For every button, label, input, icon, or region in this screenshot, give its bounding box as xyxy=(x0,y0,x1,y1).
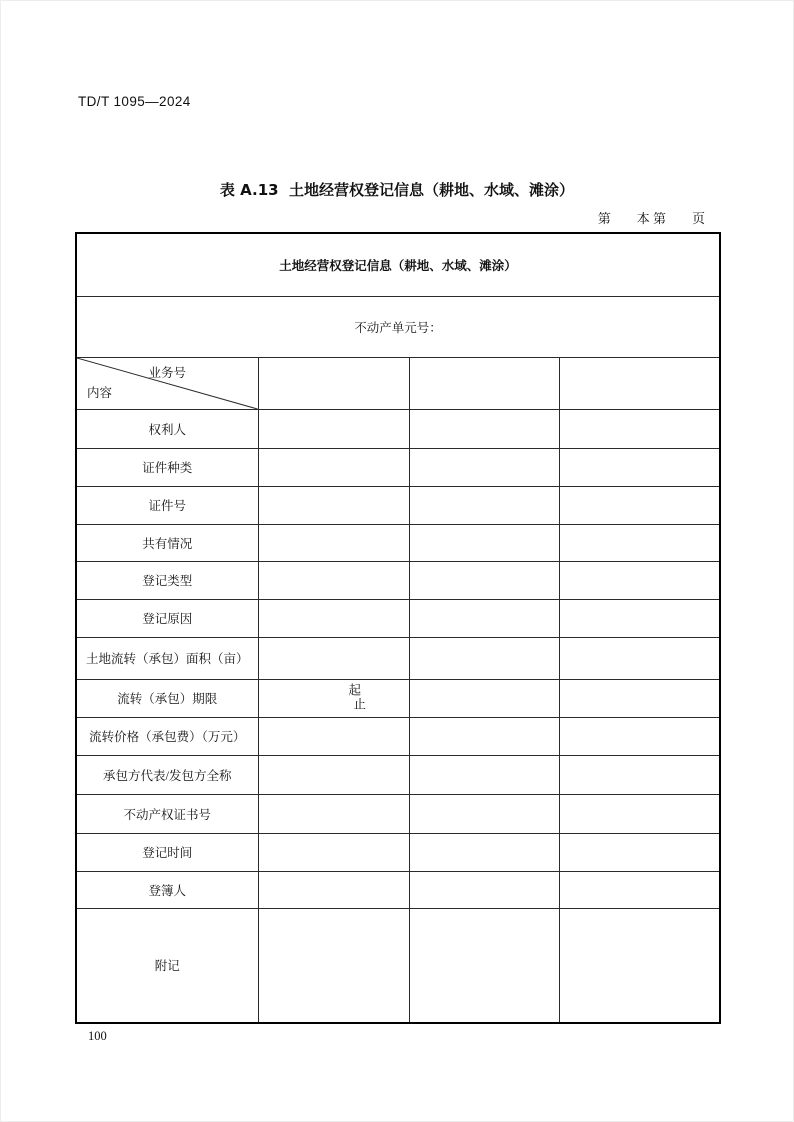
table-row xyxy=(76,794,720,833)
input-cell xyxy=(409,637,559,679)
input-cell xyxy=(258,409,409,448)
input-cell xyxy=(409,908,559,1023)
input-cell xyxy=(559,637,720,679)
input-cell xyxy=(559,599,720,637)
row-label: 权利人 xyxy=(76,409,258,448)
input-cell xyxy=(559,524,720,561)
table-row xyxy=(76,561,720,599)
input-cell xyxy=(559,561,720,599)
input-cell xyxy=(409,679,559,717)
input-cell xyxy=(559,755,720,794)
input-cell xyxy=(258,599,409,637)
diagonal-header-row xyxy=(76,357,720,409)
input-cell xyxy=(409,599,559,637)
diagonal-header-cell xyxy=(76,357,258,409)
input-cell xyxy=(258,833,409,871)
input-cell xyxy=(559,448,720,486)
volume-page-indicator: 第 本 第 页 xyxy=(597,211,705,226)
business-number-cell-1 xyxy=(258,357,409,409)
input-cell xyxy=(258,637,409,679)
input-cell xyxy=(409,561,559,599)
table-row-period xyxy=(76,679,720,717)
input-cell xyxy=(559,679,720,717)
table-row xyxy=(76,637,720,679)
row-label: 登簿人 xyxy=(76,871,258,908)
input-cell xyxy=(258,524,409,561)
input-cell xyxy=(559,833,720,871)
row-label: 土地流转（承包）面积（亩） xyxy=(76,637,258,679)
table-row xyxy=(76,717,720,755)
table-row xyxy=(76,871,720,908)
input-cell xyxy=(559,409,720,448)
table-row xyxy=(76,599,720,637)
input-cell xyxy=(258,561,409,599)
table-row-remarks xyxy=(76,908,720,1023)
period-end-label: 止 xyxy=(353,698,367,712)
table-caption: 表 A.13 土地经营权登记信息（耕地、水域、滩涂） xyxy=(219,181,575,199)
input-cell xyxy=(258,794,409,833)
input-cell xyxy=(409,448,559,486)
period-start-label: 起 xyxy=(348,683,362,698)
registration-form-table xyxy=(75,232,721,1024)
input-cell xyxy=(258,908,409,1023)
input-cell xyxy=(409,486,559,524)
period-start-end-cell xyxy=(258,679,409,717)
input-cell xyxy=(258,871,409,908)
input-cell xyxy=(409,717,559,755)
input-cell xyxy=(258,486,409,524)
row-label: 附记 xyxy=(76,908,258,1023)
business-number-cell-2 xyxy=(409,357,559,409)
input-cell xyxy=(559,717,720,755)
row-label: 共有情况 xyxy=(76,524,258,561)
input-cell xyxy=(409,755,559,794)
input-cell xyxy=(409,409,559,448)
business-number-label: 业务号 xyxy=(148,365,187,380)
input-cell xyxy=(409,794,559,833)
business-number-cell-3 xyxy=(559,357,720,409)
table-row xyxy=(76,409,720,448)
row-label: 流转价格（承包费）（万元） xyxy=(76,717,258,755)
input-cell xyxy=(559,486,720,524)
row-label: 证件号 xyxy=(76,486,258,524)
table-title: 土地经营权登记信息（耕地、水域、滩涂） xyxy=(76,233,720,296)
input-cell xyxy=(559,908,720,1023)
input-cell xyxy=(409,871,559,908)
table-row xyxy=(76,448,720,486)
input-cell xyxy=(258,717,409,755)
standard-number: TD/T 1095—2024 xyxy=(78,94,191,109)
table-row xyxy=(76,524,720,561)
input-cell xyxy=(258,755,409,794)
input-cell xyxy=(559,871,720,908)
row-label: 不动产权证书号 xyxy=(76,794,258,833)
input-cell xyxy=(559,794,720,833)
unit-number-label: 不动产单元号： xyxy=(76,296,720,357)
row-label: 证件种类 xyxy=(76,448,258,486)
row-label: 流转（承包）期限 xyxy=(76,679,258,717)
row-label: 承包方代表/发包方全称 xyxy=(76,755,258,794)
table-row xyxy=(76,486,720,524)
table-row xyxy=(76,833,720,871)
table-row xyxy=(76,755,720,794)
input-cell xyxy=(409,833,559,871)
input-cell xyxy=(258,448,409,486)
content-label: 内容 xyxy=(87,385,113,400)
row-label: 登记时间 xyxy=(76,833,258,871)
table-title-row xyxy=(76,233,720,296)
row-label: 登记原因 xyxy=(76,599,258,637)
page-number: 100 xyxy=(88,1029,107,1043)
input-cell xyxy=(409,524,559,561)
unit-number-row xyxy=(76,296,720,357)
row-label: 登记类型 xyxy=(76,561,258,599)
